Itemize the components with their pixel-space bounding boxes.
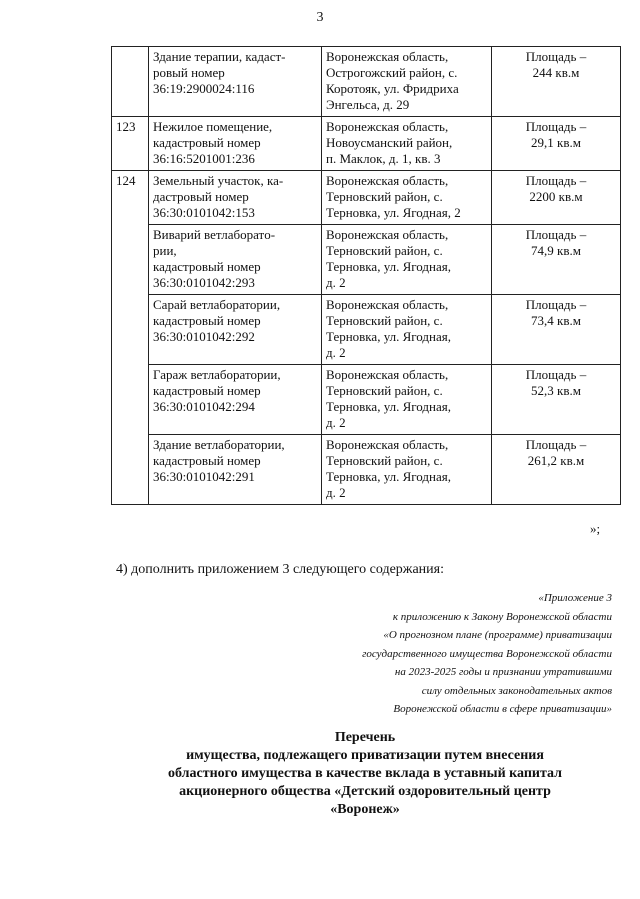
- row-number-cell: 123: [112, 117, 149, 171]
- list-title: [0, 729, 640, 819]
- area-cell: Площадь – 74,9 кв.м: [492, 225, 621, 295]
- list-title-line: областного имущества в качестве вклада в уставный капитал: [167, 766, 563, 781]
- area-cell: Площадь – 2200 кв.м: [492, 171, 621, 225]
- appendix-line: «О прогнозном плане (программе) приватизации: [383, 629, 612, 641]
- area-cell: Площадь – 73,4 кв.м: [492, 295, 621, 365]
- appendix-line: Воронежской области в сфере приватизации»: [393, 703, 612, 715]
- object-name-cell: Сарай ветлаборатории, кадастровый номер 36:30:0101042:292: [149, 295, 322, 365]
- property-table: [111, 46, 621, 505]
- address-cell: Воронежская область, Терновский район, с. Терновка, ул. Ягодная, д. 2: [322, 225, 492, 295]
- list-title-line: акционерного общества «Детский оздоровительный центр: [179, 784, 551, 799]
- table-row: [112, 365, 621, 435]
- area-cell: Площадь – 29,1 кв.м: [492, 117, 621, 171]
- amendment-text: 4) дополнить приложением 3 следующего содержания:: [116, 562, 444, 577]
- appendix-header: [192, 589, 612, 719]
- address-cell: Воронежская область, Новоусманский район, п. Маклок, д. 1, кв. 3: [322, 117, 492, 171]
- table-row: [112, 295, 621, 365]
- table-row: [112, 117, 621, 171]
- address-cell: Воронежская область, Терновский район, с. Терновка, ул. Ягодная, д. 2: [322, 365, 492, 435]
- row-number-cell: 124: [112, 171, 149, 505]
- object-name-cell: Виварий ветлаборатo- рии, кадастровый номер 36:30:0101042:293: [149, 225, 322, 295]
- area-cell: Площадь – 52,3 кв.м: [492, 365, 621, 435]
- table-row: [112, 47, 621, 117]
- page-number: 3: [316, 10, 324, 25]
- list-title-line: имущества, подлежащего приватизации путем внесения: [186, 748, 544, 763]
- row-number-cell: [112, 47, 149, 117]
- address-cell: Воронежская область, Терновский район, с. Терновка, ул. Ягодная, д. 2: [322, 295, 492, 365]
- area-cell: Площадь – 261,2 кв.м: [492, 435, 621, 505]
- address-cell: Воронежская область, Терновский район, с. Терновка, ул. Ягодная, д. 2: [322, 435, 492, 505]
- object-name-cell: Здание ветлаборатории, кадастровый номер 36:30:0101042:291: [149, 435, 322, 505]
- object-name-cell: Здание терапии, кадаст- ровый номер 36:19:2900024:116: [149, 47, 322, 117]
- address-cell: Воронежская область, Терновский район, с. Терновка, ул. Ягодная, 2: [322, 171, 492, 225]
- appendix-line: на 2023-2025 годы и признании утратившими: [394, 666, 612, 678]
- table-row: [112, 435, 621, 505]
- appendix-line: силу отдельных законодательных актов: [421, 684, 612, 697]
- object-name-cell: Нежилое помещение, кадастровый номер 36:16:5201001:236: [149, 117, 322, 171]
- object-name-cell: Гараж ветлаборатории, кадастровый номер 36:30:0101042:294: [149, 365, 322, 435]
- table-row: [112, 171, 621, 225]
- appendix-line: государственного имущества Воронежской области: [362, 647, 612, 660]
- area-cell: Площадь – 244 кв.м: [492, 47, 621, 117]
- list-title-line: «Воронеж»: [330, 802, 400, 817]
- list-title-line: Перечень: [334, 730, 396, 745]
- address-cell: Воронежская область, Острогожский район, с. Коротояк, ул. Фридриха Энгельса, д. 29: [322, 47, 492, 117]
- object-name-cell: Земельный участок, ка- дастровый номер 36:30:0101042:153: [149, 171, 322, 225]
- table-row: [112, 225, 621, 295]
- property-table-body: [112, 47, 621, 505]
- closing-quote: »;: [590, 521, 601, 536]
- appendix-line: «Приложение 3: [538, 592, 612, 604]
- appendix-line: к приложению к Закону Воронежской области: [392, 610, 612, 623]
